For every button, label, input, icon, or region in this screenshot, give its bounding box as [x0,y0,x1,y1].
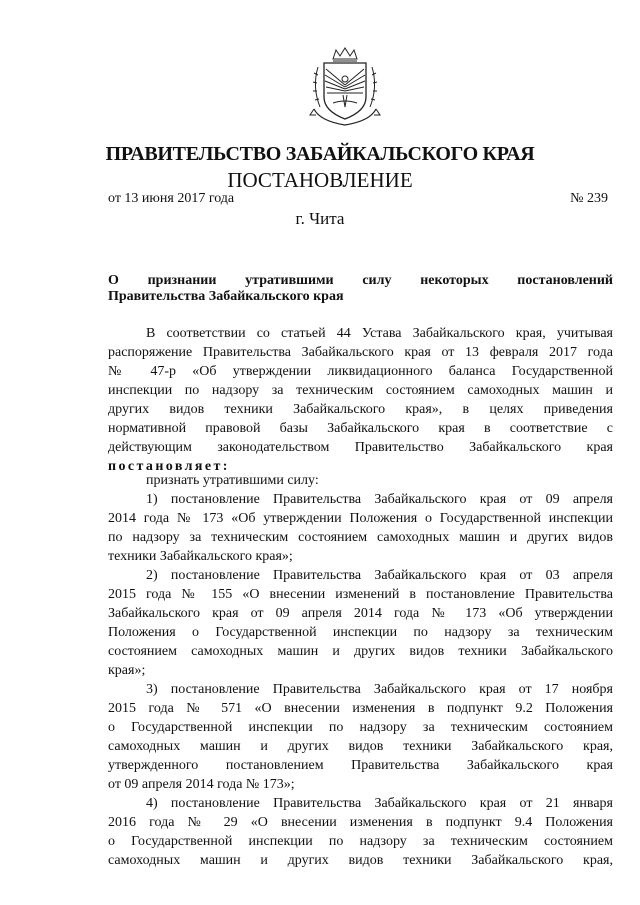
text-line: самоходных машин и других видов техники Забайкальского края, [108,739,613,754]
document-subject [108,273,613,305]
document-type: ПОСТАНОВЛЕНИЕ [227,168,413,192]
text-line: 2) постановление Правительства Забайкальского края от 03 апреля [146,568,613,583]
text-line: 2014 года № 173 «Об утверждении Положения о Государственной инспекции [108,511,613,526]
organization-name: ПРАВИТЕЛЬСТВО ЗАБАЙКАЛЬСКОГО КРАЯ [105,143,535,165]
text-line: 3) постановление Правительства Забайкальского края от 17 ноября [146,682,613,697]
text-line: самоходных машин и других видов техники Забайкальского края, [108,853,613,868]
text-line: № 47-р «Об утверждении ликвидационного баланса Государственной [108,364,613,379]
text-line: техники Забайкальского края»; [108,549,293,564]
text-line: по надзору за техническим состоянием самоходных машин и других видов [108,530,613,545]
coat-of-arms-icon [300,45,390,130]
text-line: нормативной правовой базы Забайкальского края в соответствие с [108,421,613,436]
text-line: 2015 года № 571 «О внесении изменения в подпункт 9.2 Положения [108,701,613,716]
document-number: № 239 [570,191,608,206]
text-line: края»; [108,663,146,678]
text-line: утвержденного постановлением Правительства Забайкальского края [108,758,613,773]
list-item [108,680,613,794]
list-item [108,490,613,566]
text-line: 4) постановление Правительства Забайкальского края от 21 января [146,796,613,811]
text-line: других видов техники Забайкальского края», в целях приведения [108,402,613,417]
list-item [108,794,613,870]
text-line: 1) постановление Правительства Забайкальского края от 09 апреля [146,492,613,507]
text-line: В соответствии со статьей 44 Устава Забайкальского края, учитывая [146,326,613,341]
text-line: состоянием самоходных машин и других видов техники Забайкальского [108,644,613,659]
text-line: о Государственной инспекции по надзору за техническим состоянием [108,834,613,849]
text-line: 2015 года № 155 «О внесении изменений в постановление Правительства [108,587,613,602]
subject-line: Правительства Забайкальского края [108,289,344,304]
text-line: 2016 года № 29 «О внесении изменения в подпункт 9.4 Положения [108,815,613,830]
text-line: от 09 апреля 2014 года № 173»; [108,777,295,792]
text-line: инспекции по надзору за техническим состоянием самоходных машин и [108,383,613,398]
text-line: о Государственной инспекции по надзору за техническим состоянием [108,720,613,735]
decree-body [108,471,613,870]
text-line: Положения о Государственной инспекции по надзору за техническим [108,625,613,640]
document-date: от 13 июня 2017 года [108,191,235,206]
preamble-paragraph [108,324,613,476]
document-city: г. Чита [295,209,345,228]
decree-word: постановляет: [108,459,230,474]
text-line: Забайкальского края от 09 апреля 2014 года № 173 «Об утверждении [108,606,613,621]
list-item [108,566,613,680]
text-line: распоряжение Правительства Забайкальского края от 13 февраля 2017 года [108,345,613,360]
text-line: действующим законодательством Правительство Забайкальского края [108,440,613,455]
body-intro: признать утратившими силу: [146,473,319,488]
subject-line: О признании утратившими силу некоторых постановлений [108,273,613,288]
